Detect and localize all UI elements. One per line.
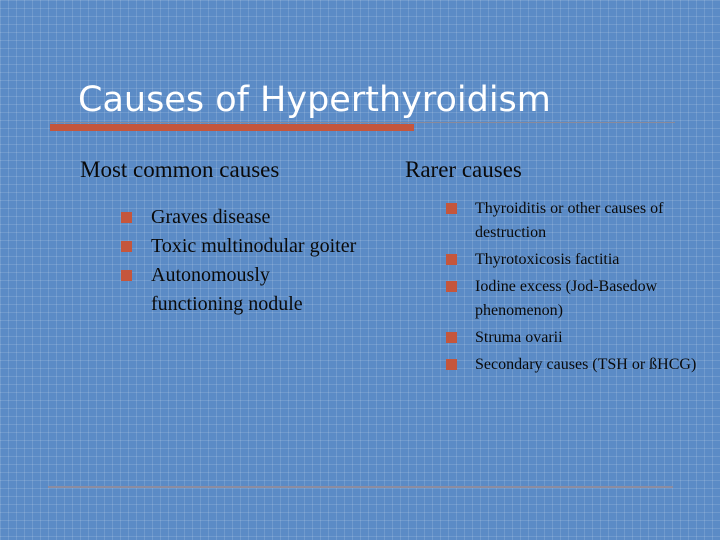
- list-item: [80, 203, 360, 232]
- common-causes-column: [80, 157, 360, 319]
- list-item: [80, 261, 360, 319]
- rarer-causes-heading: Rarer causes: [405, 157, 522, 182]
- square-bullet-icon: [446, 332, 457, 343]
- title-divider-line: [50, 122, 675, 123]
- square-bullet-icon: [121, 270, 132, 281]
- rarer-causes-column: [405, 157, 710, 380]
- common-causes-heading: Most common causes: [80, 157, 280, 182]
- square-bullet-icon: [446, 359, 457, 370]
- footer-divider-line: [48, 486, 673, 488]
- list-item-text: Iodine excess (Jod-Basedow phenomenon): [475, 278, 658, 319]
- list-item-text: Struma ovarii: [475, 329, 563, 346]
- list-item: [80, 232, 360, 261]
- list-item-text: Graves disease: [151, 206, 271, 228]
- list-item-text: Toxic multinodular goiter: [151, 235, 357, 257]
- square-bullet-icon: [121, 241, 132, 252]
- title-accent-bar: [50, 124, 414, 131]
- square-bullet-icon: [446, 281, 457, 292]
- list-item: [405, 248, 710, 272]
- rarer-causes-list: [475, 197, 710, 377]
- list-item-text: Secondary causes (TSH or ßHCG): [475, 356, 697, 373]
- square-bullet-icon: [446, 254, 457, 265]
- list-item-text: Autonomously functioning nodule: [151, 264, 303, 315]
- list-item-text: Thyroiditis or other causes of destruction: [475, 200, 664, 241]
- square-bullet-icon: [446, 203, 457, 214]
- list-item: [405, 275, 710, 323]
- square-bullet-icon: [121, 212, 132, 223]
- list-item: [405, 197, 710, 245]
- list-item: [405, 326, 710, 350]
- slide-title: Causes of Hyperthyroidism: [78, 80, 551, 120]
- list-item: [405, 353, 710, 377]
- common-causes-list: [151, 203, 360, 319]
- list-item-text: Thyrotoxicosis factitia: [475, 251, 620, 268]
